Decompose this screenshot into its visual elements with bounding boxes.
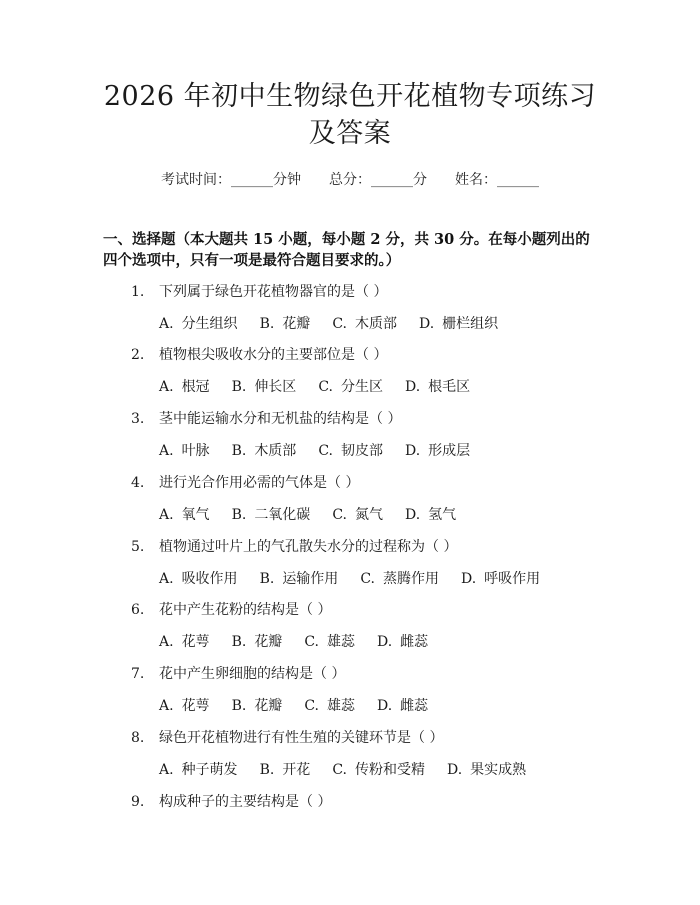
option-a[interactable] xyxy=(159,315,238,333)
question-7 xyxy=(131,665,345,683)
option-letter: A. xyxy=(159,634,174,650)
option-letter: C. xyxy=(360,571,375,587)
option-letter: B. xyxy=(259,316,275,332)
option-c[interactable] xyxy=(304,633,355,651)
option-text: 韧皮部 xyxy=(340,443,383,459)
question-number: 3. xyxy=(131,411,145,427)
option-d[interactable] xyxy=(405,506,456,524)
question-text: 花中产生花粉的结构是（ ） xyxy=(159,602,332,618)
page-title: 2026 年初中生物绿色开花植物专项练习及答案 xyxy=(103,81,597,149)
option-letter: D. xyxy=(404,443,421,459)
question-text: 下列属于绿色开花植物器官的是（ ） xyxy=(159,284,388,300)
question-text: 植物通过叶片上的气孔散失水分的过程称为（ ） xyxy=(159,539,458,555)
option-b[interactable] xyxy=(260,315,311,333)
option-letter: A. xyxy=(159,571,174,587)
option-a[interactable] xyxy=(159,506,210,524)
question-3-options xyxy=(159,442,492,460)
option-text: 雄蕊 xyxy=(326,698,355,714)
question-1 xyxy=(131,283,387,301)
option-a[interactable] xyxy=(159,442,210,460)
option-letter: B. xyxy=(259,571,275,587)
question-number: 4. xyxy=(131,475,145,491)
option-letter: D. xyxy=(404,379,421,395)
option-text: 木质部 xyxy=(254,443,297,459)
question-number: 5. xyxy=(131,539,145,555)
option-text: 花萼 xyxy=(181,634,210,650)
option-d[interactable] xyxy=(377,633,428,651)
option-d[interactable] xyxy=(405,442,470,460)
option-c[interactable] xyxy=(318,442,383,460)
option-letter: A. xyxy=(159,698,174,714)
option-text: 开花 xyxy=(282,762,311,778)
option-a[interactable] xyxy=(159,697,210,715)
option-a[interactable] xyxy=(159,570,238,588)
option-d[interactable] xyxy=(377,697,428,715)
option-text: 氢气 xyxy=(428,507,457,523)
option-letter: C. xyxy=(304,698,319,714)
option-b[interactable] xyxy=(260,761,311,779)
total-score-field: 总分：______分 xyxy=(329,172,427,188)
option-c[interactable] xyxy=(332,315,397,333)
question-2 xyxy=(131,346,387,364)
option-letter: C. xyxy=(318,443,333,459)
question-9 xyxy=(131,793,331,811)
option-letter: D. xyxy=(460,571,477,587)
question-5-options xyxy=(159,570,562,588)
option-c[interactable] xyxy=(332,506,383,524)
option-text: 伸长区 xyxy=(254,379,297,395)
option-letter: A. xyxy=(159,507,174,523)
option-letter: D. xyxy=(404,507,421,523)
option-b[interactable] xyxy=(232,506,311,524)
question-4 xyxy=(131,474,359,492)
question-text: 绿色开花植物进行有性生殖的关键环节是（ ） xyxy=(159,730,444,746)
option-letter: A. xyxy=(159,762,174,778)
section-heading-multiple-choice: 一、选择题（本大题共 15 小题，每小题 2 分，共 30 分。在每小题列出的四个选项中，只有一项是最符合题目要求的。） xyxy=(103,231,590,269)
option-text: 叶脉 xyxy=(181,443,210,459)
option-text: 栅栏组织 xyxy=(442,316,499,332)
option-letter: A. xyxy=(159,379,174,395)
option-text: 雌蕊 xyxy=(400,634,429,650)
option-letter: D. xyxy=(376,634,393,650)
option-letter: C. xyxy=(332,507,347,523)
option-text: 运输作用 xyxy=(282,571,339,587)
question-8-options xyxy=(159,761,548,779)
option-letter: C. xyxy=(304,634,319,650)
option-letter: B. xyxy=(231,698,247,714)
option-text: 分生组织 xyxy=(181,316,238,332)
question-8 xyxy=(131,729,443,747)
option-b[interactable] xyxy=(232,633,283,651)
option-a[interactable] xyxy=(159,761,238,779)
question-number: 2. xyxy=(131,347,145,363)
option-letter: B. xyxy=(259,762,275,778)
option-a[interactable] xyxy=(159,378,210,396)
option-d[interactable] xyxy=(405,378,470,396)
option-b[interactable] xyxy=(260,570,339,588)
option-text: 呼吸作用 xyxy=(484,571,541,587)
option-text: 氧气 xyxy=(181,507,210,523)
option-b[interactable] xyxy=(232,697,283,715)
option-text: 雌蕊 xyxy=(400,698,429,714)
option-c[interactable] xyxy=(304,697,355,715)
question-1-options xyxy=(159,315,520,333)
option-c[interactable] xyxy=(360,570,439,588)
exam-meta xyxy=(0,169,700,189)
option-letter: A. xyxy=(159,316,174,332)
option-letter: B. xyxy=(231,379,247,395)
option-d[interactable] xyxy=(419,315,498,333)
question-number: 7. xyxy=(131,666,145,682)
question-4-options xyxy=(159,506,478,524)
question-text: 进行光合作用必需的气体是（ ） xyxy=(159,475,360,491)
question-6-options xyxy=(159,633,450,651)
option-text: 根冠 xyxy=(181,379,210,395)
option-letter: C. xyxy=(332,762,347,778)
question-number: 8. xyxy=(131,730,145,746)
option-text: 种子萌发 xyxy=(181,762,238,778)
question-text: 花中产生卵细胞的结构是（ ） xyxy=(159,666,346,682)
question-text: 构成种子的主要结构是（ ） xyxy=(159,794,332,810)
option-letter: B. xyxy=(231,507,247,523)
option-a[interactable] xyxy=(159,633,210,651)
option-text: 二氧化碳 xyxy=(254,507,311,523)
option-text: 花瓣 xyxy=(254,634,283,650)
option-letter: D. xyxy=(418,316,435,332)
option-text: 蒸腾作用 xyxy=(382,571,439,587)
option-text: 花瓣 xyxy=(282,316,311,332)
option-text: 分生区 xyxy=(340,379,383,395)
option-letter: D. xyxy=(376,698,393,714)
option-letter: C. xyxy=(318,379,333,395)
question-text: 植物根尖吸收水分的主要部位是（ ） xyxy=(159,347,388,363)
option-d[interactable] xyxy=(447,761,526,779)
question-2-options xyxy=(159,378,492,396)
question-5 xyxy=(131,538,457,556)
option-text: 花萼 xyxy=(181,698,210,714)
option-c[interactable] xyxy=(332,761,425,779)
student-name-field: 姓名：______ xyxy=(455,172,539,188)
option-text: 果实成熟 xyxy=(470,762,527,778)
question-3 xyxy=(131,410,401,428)
option-text: 木质部 xyxy=(354,316,397,332)
option-letter: C. xyxy=(332,316,347,332)
option-b[interactable] xyxy=(232,378,297,396)
option-letter: B. xyxy=(231,443,247,459)
option-b[interactable] xyxy=(232,442,297,460)
question-number: 1. xyxy=(131,284,145,300)
option-text: 传粉和受精 xyxy=(354,762,425,778)
exam-time-field: 考试时间：______分钟 xyxy=(161,172,301,188)
question-6 xyxy=(131,601,331,619)
option-text: 氮气 xyxy=(354,507,383,523)
option-letter: D. xyxy=(446,762,463,778)
option-d[interactable] xyxy=(461,570,540,588)
question-number: 6. xyxy=(131,602,145,618)
option-text: 花瓣 xyxy=(254,698,283,714)
option-text: 吸收作用 xyxy=(181,571,238,587)
option-text: 根毛区 xyxy=(428,379,471,395)
option-text: 雄蕊 xyxy=(326,634,355,650)
question-text: 茎中能运输水分和无机盐的结构是（ ） xyxy=(159,411,402,427)
option-letter: B. xyxy=(231,634,247,650)
option-letter: A. xyxy=(159,443,174,459)
question-7-options xyxy=(159,697,450,715)
option-text: 形成层 xyxy=(428,443,471,459)
question-number: 9. xyxy=(131,794,145,810)
option-c[interactable] xyxy=(318,378,383,396)
